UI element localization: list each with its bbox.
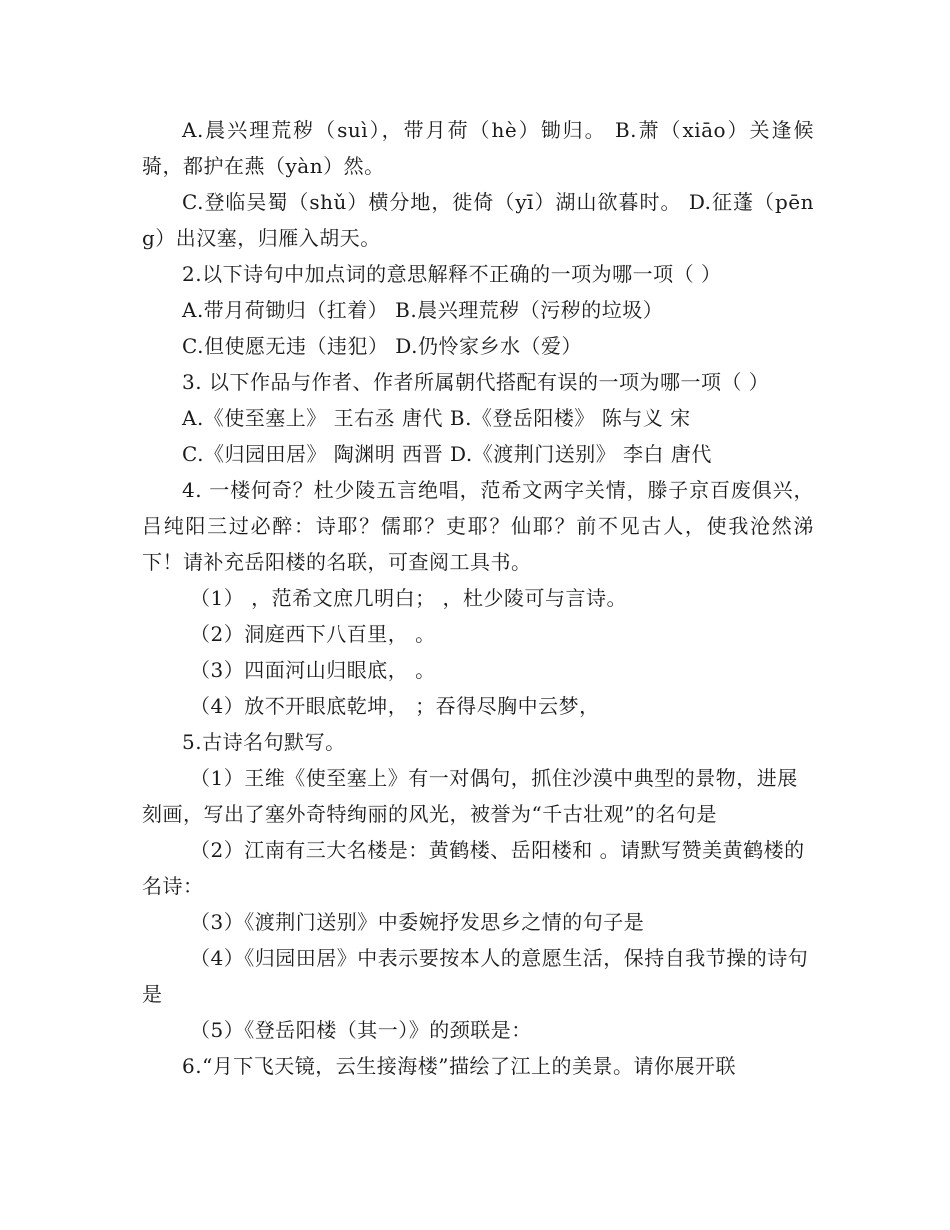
question-4-item-3: （3）四面河山归眼底， 。 (190, 658, 436, 682)
question-4-item-1: （1） ，范希文庶几明白； ，杜少陵可与言诗。 (190, 586, 627, 610)
question-3-options-cd: C.《归园田居》 陶渊明 西晋 D.《渡荆门送别》 李白 唐代 (182, 442, 712, 466)
question-5-item-3: （3）《渡荆门送别》中委婉抒发思乡之情的句子是 (190, 910, 645, 934)
question-1-options-ab: A.晨兴理荒秽（suì），带月荷（hè）锄归。 B.萧（xiāo）关逢候骑，都护在燕（yàn）然。 (142, 118, 814, 178)
question-5-item-5: （5）《登岳阳楼（其一）》的颈联是： (190, 1018, 532, 1042)
question-1-options-cd: C.登临吴蜀（shǔ）横分地，徙倚（yī）湖山欲暮时。 D.征蓬（pēng）出汉塞，归雁入胡天。 (142, 190, 814, 250)
question-4-item-2: （2）洞庭西下八百里， 。 (190, 622, 436, 646)
question-4-stem: 4. 一楼何奇？杜少陵五言绝唱，范希文两字关情，滕子京百废俱兴，吕纯阳三过必醉：诗耶？儒耶？吏耶？仙耶？前不见古人，使我沧然涕下！请补充岳阳楼的名联，可查阅工具书。 (142, 478, 814, 574)
question-6-stem: 6.“月下飞天镜，云生接海楼”描绘了江上的美景。请你展开联 (182, 1054, 737, 1078)
question-5-item-4: （4）《归园田居》中表示要按本人的意愿生活，保持自我节操的诗句是 (142, 946, 809, 1006)
question-2-options-ab: A.带月荷锄归（扛着） B.晨兴理荒秽（污秽的垃圾） (182, 298, 664, 322)
document-body (142, 112, 814, 1084)
question-2-options-cd: C.但使愿无违（违犯） D.仍怜家乡水（爱） (182, 334, 582, 358)
question-5-stem: 5.古诗名句默写。 (182, 730, 346, 754)
question-3-options-ab: A.《使至塞上》 王右丞 唐代 B.《登岳阳楼》 陈与义 宋 (182, 406, 691, 430)
question-4-item-4: （4）放不开眼底乾坤， ；吞得尽胸中云梦， (190, 694, 600, 718)
question-3-stem: 3. 以下作品与作者、作者所属朝代搭配有误的一项为哪一项（ ） (182, 370, 770, 394)
question-5-item-2: （2）江南有三大名楼是：黄鹤楼、岳阳楼和 。请默写赞美黄鹤楼的名诗： (142, 838, 805, 898)
question-5-item-1: （1）王维《使至塞上》有一对偶句，抓住沙漠中典型的景物，进展刻画，写出了塞外奇特绚丽的风光，被誉为“千古壮观”的名句是 (142, 766, 798, 826)
question-2-stem: 2.以下诗句中加点词的意思解释不正确的一项为哪一项（ ） (182, 262, 722, 286)
